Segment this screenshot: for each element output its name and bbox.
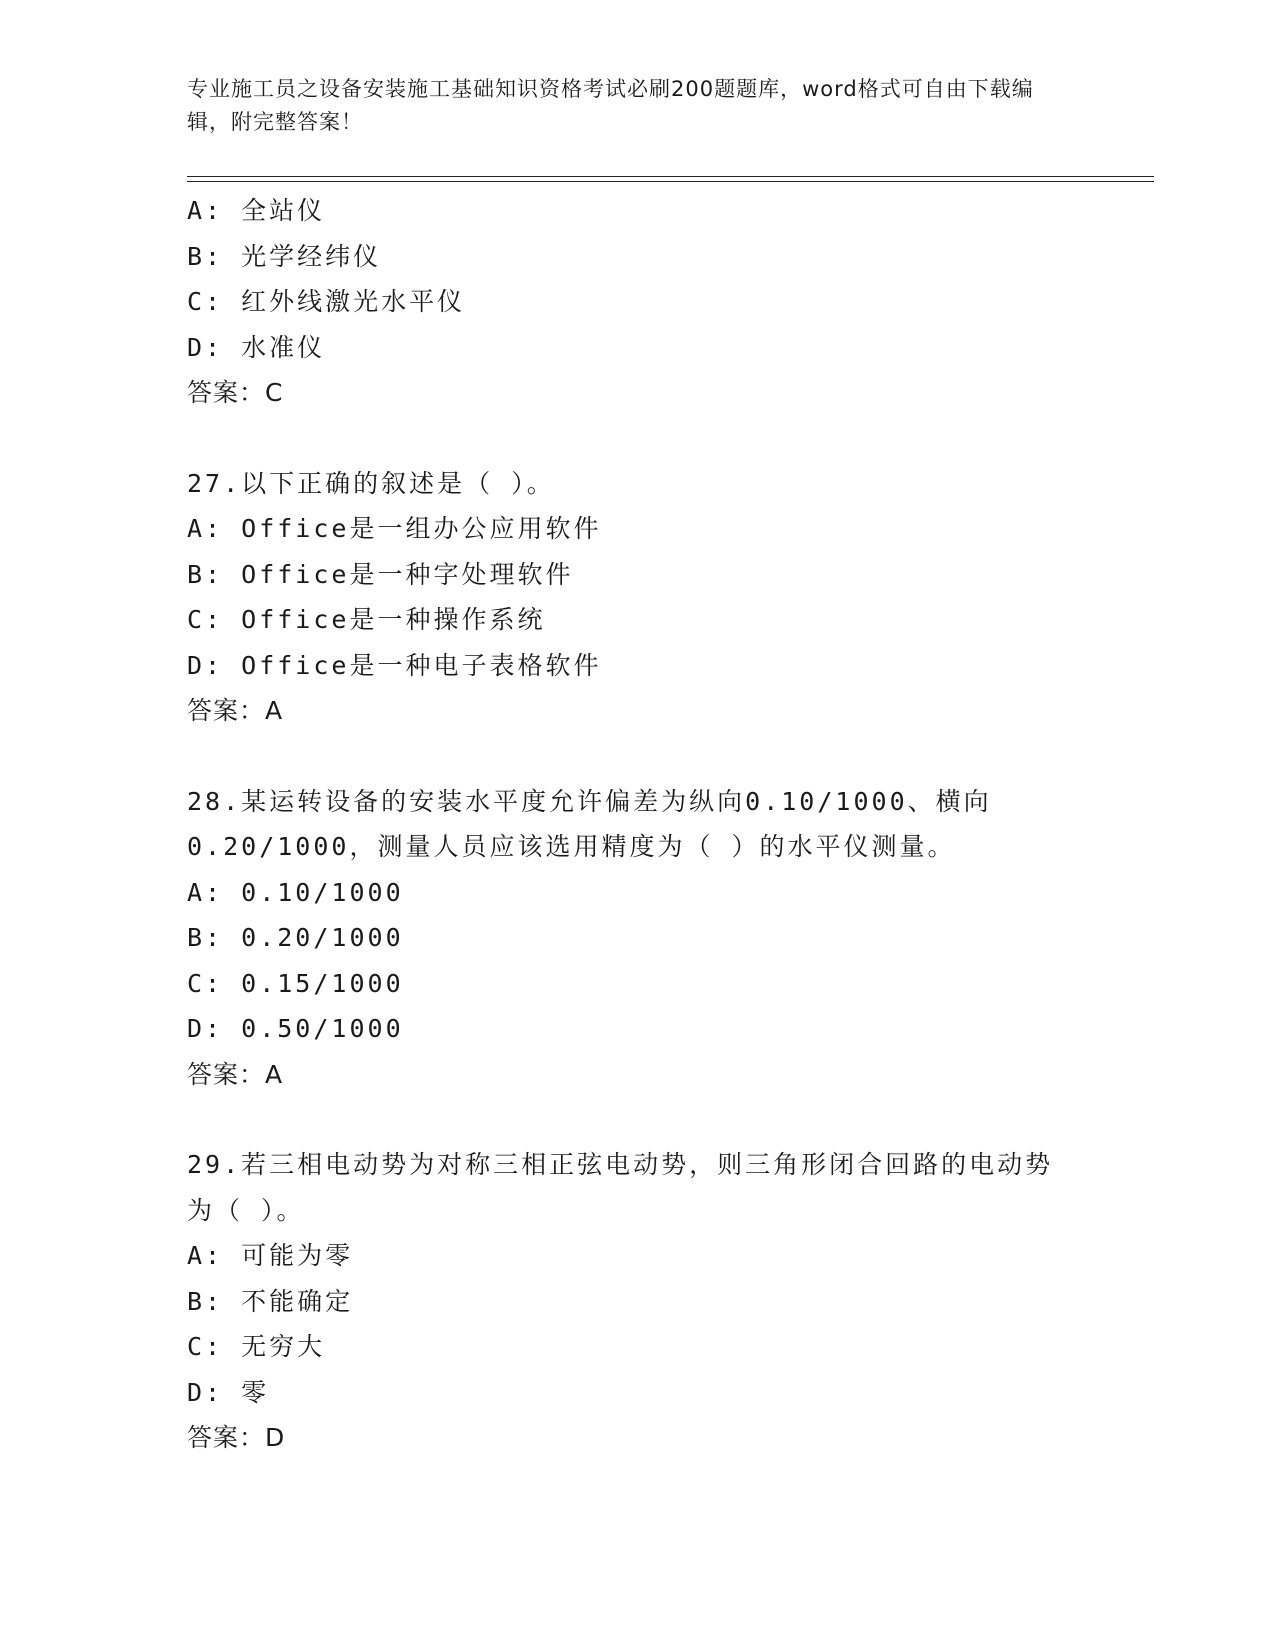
- option-d: D: 水准仪: [187, 332, 326, 362]
- answer: 答案：C: [187, 378, 284, 407]
- answer: 答案：A: [187, 696, 284, 725]
- option-d: D: 零: [187, 1377, 270, 1407]
- question-29: [187, 1142, 1147, 1461]
- option-d: D: 0.50/1000: [187, 1014, 404, 1043]
- answer: 答案：D: [187, 1423, 286, 1452]
- header-divider-bottom: [187, 181, 1154, 182]
- option-c: C: 0.15/1000: [187, 968, 404, 998]
- option-a: A: 可能为零: [187, 1241, 354, 1270]
- option-c: C: Office是一种操作系统: [187, 605, 546, 634]
- question-stem-line-2: 为（ ）。: [187, 1195, 305, 1225]
- question-stem-line-1: 28.某运转设备的安装水平度允许偏差为纵向0.10/1000、横向: [187, 786, 992, 816]
- option-b: B: 不能确定: [187, 1286, 354, 1316]
- answer: 答案：A: [187, 1059, 284, 1089]
- option-a: A: 0.10/1000: [187, 877, 404, 907]
- question-28: [187, 779, 1147, 1098]
- question-27: [187, 461, 1147, 734]
- option-b: B: Office是一种字处理软件: [187, 559, 574, 589]
- option-b: B: 光学经纬仪: [187, 241, 382, 271]
- option-a: A: Office是一组办公应用软件: [187, 514, 602, 543]
- header-divider-top: [187, 176, 1154, 177]
- option-a: A: 全站仪: [187, 196, 326, 225]
- option-c: C: 无穷大: [187, 1332, 326, 1361]
- option-b: B: 0.20/1000: [187, 923, 404, 952]
- question-list: [187, 188, 1147, 1461]
- option-d: D: Office是一种电子表格软件: [187, 650, 602, 680]
- option-c: C: 红外线激光水平仪: [187, 287, 466, 316]
- question-26-continued: [187, 188, 1147, 416]
- question-stem: 27.以下正确的叙述是（ ）。: [187, 468, 555, 498]
- document-header: 专业施工员之设备安装施工基础知识资格考试必刷200题题库，word格式可自由下载编辑，附完整答案！: [187, 77, 1034, 134]
- question-stem-line-2: 0.20/1000，测量人员应该选用精度为（ ）的水平仪测量。: [187, 832, 956, 861]
- question-stem-line-1: 29.若三相电动势为对称三相正弦电动势，则三角形闭合回路的电动势: [187, 1150, 1054, 1179]
